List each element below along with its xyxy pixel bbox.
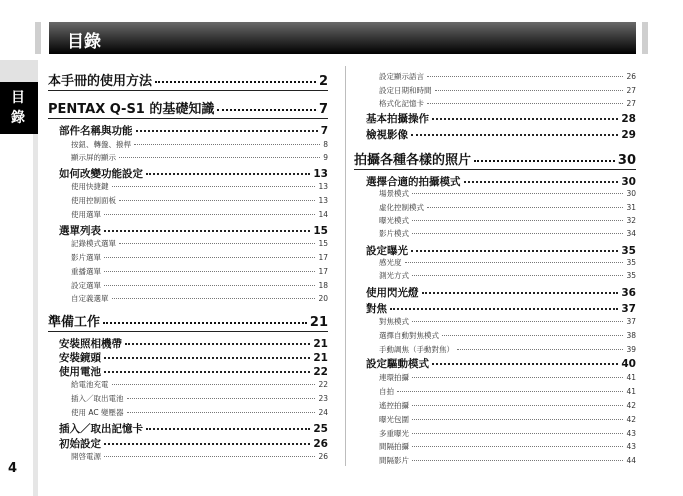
toc-entry-page: 22 [318, 380, 328, 389]
toc-entry-title: 手動調焦（手動對焦） [379, 345, 454, 354]
toc-entry-title: 設定日期和時間 [379, 86, 432, 95]
toc-entry[interactable] [59, 336, 328, 351]
toc-entry-page: 40 [621, 358, 636, 370]
toc-entry-title: 間隔拍攝 [379, 442, 409, 451]
toc-entry-page: 44 [626, 456, 636, 465]
toc-entry-title: 場景模式 [379, 189, 409, 198]
header-right-stub [642, 22, 648, 54]
toc-entry[interactable] [379, 316, 636, 327]
toc-entry-title: 選擇合適的拍攝模式 [366, 176, 461, 188]
toc-dot-leader [104, 357, 310, 359]
toc-entry[interactable] [379, 85, 636, 96]
toc-entry-title: 設定選單 [71, 281, 101, 290]
toc-entry-page: 30 [626, 189, 636, 198]
toc-entry-title: 設定顯示語言 [379, 72, 424, 81]
toc-dot-leader [119, 243, 315, 244]
toc-dot-leader [432, 363, 618, 365]
toc-entry[interactable] [379, 428, 636, 439]
toc-dot-leader [103, 322, 307, 324]
toc-dot-leader [412, 275, 623, 276]
toc-entry-page: 2 [318, 74, 328, 89]
side-tab-cap [0, 60, 38, 82]
toc-entry-title: 按鈕、轉盤、撥桿 [71, 140, 131, 149]
toc-entry-title: 安裝照相機帶 [59, 338, 122, 350]
toc-entry[interactable] [379, 372, 636, 383]
toc-entry-title: 連環拍攝 [379, 373, 409, 382]
toc-entry-page: 13 [318, 196, 328, 205]
toc-entry[interactable] [59, 223, 328, 238]
toc-entry-page: 18 [318, 281, 328, 290]
toc-entry-title: 安裝鏡頭 [59, 352, 101, 364]
toc-entry-page: 13 [313, 168, 328, 180]
toc-entry-page: 25 [313, 423, 328, 435]
toc-entry-title: 測光方式 [379, 271, 409, 280]
toc-entry-page: 26 [318, 452, 328, 461]
toc-dot-leader [412, 193, 623, 194]
side-tab-label: 目錄 [11, 90, 25, 126]
toc-entry-page: 23 [318, 394, 328, 403]
toc-entry-page: 14 [318, 210, 328, 219]
toc-entry-title: 設定曝光 [366, 245, 408, 257]
toc-dot-leader [104, 257, 315, 258]
toc-entry[interactable] [366, 356, 636, 371]
toc-entry-title: 準備工作 [48, 315, 101, 330]
toc-dot-leader [464, 181, 619, 183]
toc-dot-leader [397, 391, 623, 392]
toc-entry[interactable] [59, 166, 328, 181]
toc-entry[interactable] [71, 393, 328, 404]
side-strip [33, 134, 38, 496]
toc-entry-page: 37 [621, 303, 636, 315]
toc-entry[interactable] [71, 451, 328, 462]
toc-entry-page: 26 [313, 438, 328, 450]
toc-entry-title: 格式化記憶卡 [379, 99, 424, 108]
toc-dot-leader [119, 200, 315, 201]
toc-entry-page: 15 [318, 239, 328, 248]
toc-dot-leader [474, 160, 615, 162]
toc-entry-title: 影片選單 [71, 253, 101, 262]
toc-dot-leader [412, 433, 623, 434]
toc-entry-title: 使用選單 [71, 210, 101, 219]
toc-dot-leader [104, 271, 315, 272]
toc-entry[interactable] [379, 441, 636, 452]
toc-entry[interactable] [59, 350, 328, 365]
toc-entry-page: 35 [626, 258, 636, 267]
toc-dot-leader [422, 292, 619, 294]
toc-entry-title: 使用控制面板 [71, 196, 116, 205]
toc-entry[interactable] [366, 127, 636, 142]
toc-dot-leader [412, 419, 623, 420]
toc-dot-leader [412, 460, 623, 461]
toc-entry-title: 插入／取出記憶卡 [59, 423, 143, 435]
toc-entry-page: 9 [323, 153, 328, 162]
toc-dot-leader [411, 250, 618, 252]
toc-entry[interactable] [366, 285, 636, 300]
toc-dot-leader [412, 377, 623, 378]
toc-entry-page: 29 [621, 129, 636, 141]
toc-entry-page: 7 [320, 125, 328, 137]
toc-entry[interactable] [379, 188, 636, 199]
toc-entry-title: 記錄模式選單 [71, 239, 116, 248]
toc-entry-page: 27 [626, 99, 636, 108]
toc-entry-title: 重播選單 [71, 267, 101, 276]
toc-entry-page: 8 [323, 140, 328, 149]
toc-entry[interactable] [379, 400, 636, 411]
toc-entry-page: 43 [626, 442, 636, 451]
toc-dot-leader [127, 412, 316, 413]
toc-entry-title: 曝光模式 [379, 216, 409, 225]
toc-entry-page: 35 [621, 245, 636, 257]
toc-dot-leader [427, 103, 623, 104]
toc-entry-title: 基本拍攝操作 [366, 113, 429, 125]
toc-dot-leader [146, 173, 310, 175]
toc-dot-leader [432, 118, 618, 120]
toc-entry-title: 選擇自動對焦模式 [379, 331, 439, 340]
toc-entry-page: 43 [626, 429, 636, 438]
toc-entry-title: 自定義選單 [71, 294, 109, 303]
toc-dot-leader [112, 298, 316, 299]
toc-entry[interactable] [379, 257, 636, 268]
toc-dot-leader [119, 157, 320, 158]
toc-entry[interactable] [379, 71, 636, 82]
toc-entry[interactable] [71, 252, 328, 263]
toc-dot-leader [104, 230, 310, 232]
toc-dot-leader [125, 343, 310, 345]
toc-dot-leader [412, 405, 623, 406]
toc-entry-page: 17 [318, 267, 328, 276]
toc-entry[interactable] [379, 228, 636, 239]
toc-entry-title: 影片模式 [379, 229, 409, 238]
toc-dot-leader [435, 90, 624, 91]
toc-entry-page: 15 [313, 225, 328, 237]
toc-dot-leader [112, 384, 316, 385]
toc-entry-page: 31 [626, 203, 636, 212]
toc-entry-page: 27 [626, 86, 636, 95]
toc-dot-leader [155, 81, 316, 83]
toc-entry[interactable] [71, 152, 328, 163]
toc-dot-leader [104, 214, 315, 215]
toc-entry-page: 22 [313, 366, 328, 378]
toc-entry[interactable] [379, 270, 636, 281]
toc-dot-leader [136, 130, 318, 132]
toc-entry[interactable] [48, 311, 328, 332]
toc-entry-page: 13 [318, 182, 328, 191]
toc-dot-leader [112, 186, 316, 187]
toc-entry[interactable] [71, 407, 328, 418]
toc-entry[interactable] [379, 455, 636, 466]
toc-entry[interactable] [71, 209, 328, 220]
column-divider [345, 66, 346, 466]
toc-entry[interactable] [71, 181, 328, 192]
toc-entry-page: 20 [318, 294, 328, 303]
toc-entry-title: 虛化控制模式 [379, 203, 424, 212]
toc-entry[interactable] [354, 149, 636, 170]
toc-entry-title: 多重曝光 [379, 429, 409, 438]
toc-entry-page: 7 [318, 102, 328, 117]
toc-dot-leader [427, 76, 623, 77]
toc-entry[interactable] [71, 195, 328, 206]
toc-entry-page: 36 [621, 287, 636, 299]
page-title: 目錄 [67, 32, 101, 52]
toc-entry-title: 對焦 [366, 303, 387, 315]
toc-entry-page: 34 [626, 229, 636, 238]
toc-entry[interactable] [71, 139, 328, 150]
toc-entry-page: 41 [626, 373, 636, 382]
toc-entry[interactable] [71, 280, 328, 291]
toc-entry[interactable] [71, 293, 328, 304]
toc-dot-leader [127, 398, 316, 399]
toc-entry-title: 開啓電源 [71, 452, 101, 461]
toc-entry-title: 使用 AC 變壓器 [71, 408, 124, 417]
toc-entry[interactable] [48, 70, 328, 91]
toc-dot-leader [457, 349, 623, 350]
page-header [49, 22, 636, 54]
toc-entry-title: 使用快捷鍵 [71, 182, 109, 191]
toc-entry[interactable] [366, 174, 636, 189]
toc-entry-page: 35 [626, 271, 636, 280]
toc-entry[interactable] [71, 379, 328, 390]
toc-entry[interactable] [379, 344, 636, 355]
toc-entry-title: 選單列表 [59, 225, 101, 237]
toc-dot-leader [412, 321, 623, 322]
toc-entry-title: 使用閃光燈 [366, 287, 419, 299]
toc-dot-leader [412, 446, 623, 447]
toc-entry-page: 24 [318, 408, 328, 417]
toc-dot-leader [390, 308, 618, 310]
toc-entry[interactable] [366, 111, 636, 126]
toc-entry-title: 曝光包圍 [379, 415, 409, 424]
toc-entry-page: 30 [621, 176, 636, 188]
toc-entry-title: 使用電池 [59, 366, 101, 378]
toc-entry-page: 39 [626, 345, 636, 354]
toc-entry[interactable] [71, 238, 328, 249]
toc-dot-leader [134, 144, 320, 145]
toc-dot-leader [217, 109, 316, 111]
toc-entry-title: 自拍 [379, 387, 394, 396]
toc-entry[interactable] [59, 123, 328, 138]
toc-entry[interactable] [379, 414, 636, 425]
toc-dot-leader [427, 207, 623, 208]
toc-entry-title: 顯示屏的顯示 [71, 153, 116, 162]
toc-entry-title: 間隔影片 [379, 456, 409, 465]
toc-dot-leader [104, 371, 310, 373]
toc-entry[interactable] [379, 330, 636, 341]
toc-entry-page: 38 [626, 331, 636, 340]
toc-entry-title: 如何改變功能設定 [59, 168, 143, 180]
toc-dot-leader [104, 285, 315, 286]
page-number: 4 [8, 461, 18, 476]
side-tab[interactable] [0, 82, 38, 134]
toc-entry-page: 28 [621, 113, 636, 125]
toc-entry-page: 42 [626, 415, 636, 424]
toc-dot-leader [411, 134, 618, 136]
toc-entry-page: 17 [318, 253, 328, 262]
toc-entry-title: PENTAX Q-S1 的基礎知識 [48, 102, 215, 117]
toc-dot-leader [405, 262, 624, 263]
toc-entry-page: 32 [626, 216, 636, 225]
toc-entry-page: 30 [617, 153, 636, 168]
toc-dot-leader [104, 456, 315, 457]
toc-entry[interactable] [59, 364, 328, 379]
toc-entry[interactable] [379, 98, 636, 109]
toc-dot-leader [146, 428, 310, 430]
toc-entry-title: 對焦模式 [379, 317, 409, 326]
toc-dot-leader [412, 220, 623, 221]
toc-entry-page: 42 [626, 401, 636, 410]
toc-entry[interactable] [366, 301, 636, 316]
toc-entry[interactable] [71, 266, 328, 277]
toc-entry-title: 拍攝各種各樣的照片 [354, 153, 472, 168]
toc-entry-page: 26 [626, 72, 636, 81]
toc-entry-title: 遙控拍攝 [379, 401, 409, 410]
toc-entry[interactable] [59, 421, 328, 436]
toc-entry-title: 插入／取出電池 [71, 394, 124, 403]
toc-entry-title: 感光度 [379, 258, 402, 267]
toc-entry[interactable] [48, 98, 328, 119]
toc-entry-title: 給電池充電 [71, 380, 109, 389]
toc-entry[interactable] [59, 436, 328, 451]
toc-entry-title: 部件名稱與功能 [59, 125, 133, 137]
toc-entry-title: 初始設定 [59, 438, 101, 450]
header-left-stub [35, 22, 41, 54]
toc-entry-page: 21 [309, 315, 328, 330]
toc-entry-title: 本手冊的使用方法 [48, 74, 153, 89]
toc-entry-page: 21 [313, 352, 328, 364]
toc-entry-page: 21 [313, 338, 328, 350]
toc-entry-page: 41 [626, 387, 636, 396]
toc-entry[interactable] [366, 243, 636, 258]
toc-dot-leader [104, 443, 310, 445]
toc-entry[interactable] [379, 202, 636, 213]
toc-entry[interactable] [379, 215, 636, 226]
toc-dot-leader [442, 335, 623, 336]
toc-dot-leader [412, 233, 623, 234]
toc-entry-title: 設定驅動模式 [366, 358, 429, 370]
toc-entry[interactable] [379, 386, 636, 397]
toc-entry-title: 檢視影像 [366, 129, 408, 141]
toc-entry-page: 37 [626, 317, 636, 326]
